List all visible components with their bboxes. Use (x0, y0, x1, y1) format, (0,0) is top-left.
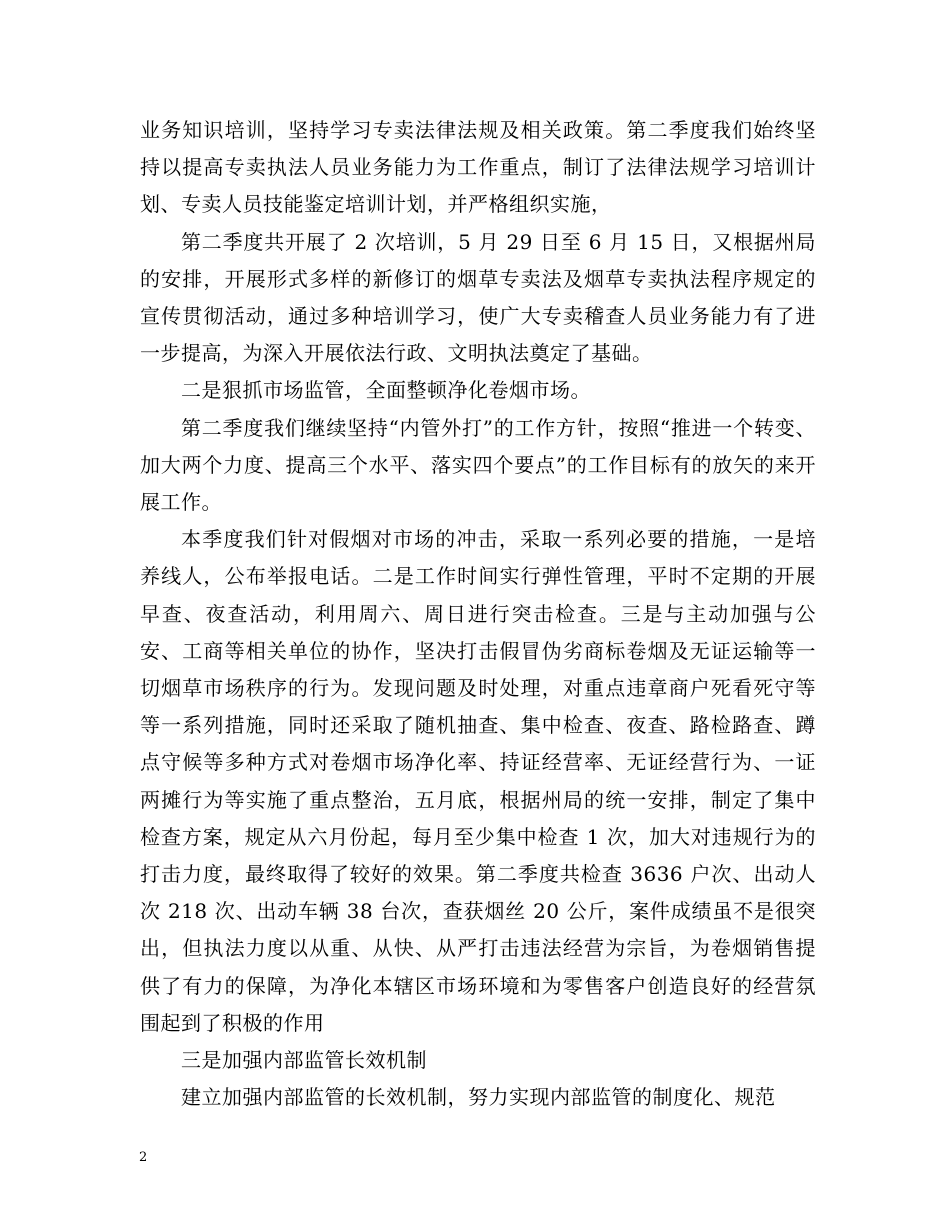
paragraph-market-measures: 本季度我们针对假烟对市场的冲击，采取一系列必要的措施，一是培养线人，公布举报电话。二是工作时间实行弹性管理，平时不定期的开展早查、夜查活动，利用周六、周日进行突击检查。三是与主动加强与公安、工商等相关单位的协作，坚决打击假冒伪劣商标卷烟及无证运输等一切烟草市场秩序的行为。发现问题及时处理，对重点违章商户死看死守等等一系列措施，同时还采取了随机抽查、集中检查、夜查、路检路查、蹲点守候等多种方式对卷烟市场净化率、持证经营率、无证经营行为、一证两摊行为等实施了重点整治，五月底，根据州局的统一安排，制定了集中检查方案，规定从六月份起，每月至少集中检查 1 次，加大对违规行为的打击力度，最终取得了较好的效果。第二季度共检查 3636 户次、出动人次 218 次、出动车辆 38 台次，查获烟丝 20 公斤，案件成绩虽不是很突出，但执法力度以从重、从快、从严打击违法经营为宗旨，为卷烟销售提供了有力的保障，为净化本辖区市场环境和为零售客户创造良好的经营氛围起到了积极的作用 (140, 527, 816, 1035)
paragraph-internal-detail: 建立加强内部监管的长效机制，努力实现内部监管的制度化、规范 (181, 1085, 776, 1110)
paragraph-market-policy: 第二季度我们继续坚持“内管外打”的工作方针，按照“推进一个转变、加大两个力度、提高三个水平、落实四个要点”的工作目标有的放矢的来开展工作。 (140, 415, 816, 515)
page-number: 2 (139, 1150, 148, 1165)
paragraph-training-intro: 业务知识培训，坚持学习专卖法律法规及相关政策。第二季度我们始终坚持以提高专卖执法人员业务能力为工作重点，制订了法律法规学习培训计划、专卖人员技能鉴定培训计划，并严格组织实施， (140, 118, 816, 217)
body-text (140, 112, 816, 1116)
paragraph-training-detail: 第二季度共开展了 2 次培训，5 月 29 日至 6 月 15 日，又根据州局的安排，开展形式多样的新修订的烟草专卖法及烟草专卖执法程序规定的宣传贯彻活动，通过多种培训学习，使广大专卖稽查人员业务能力有了进一步提高，为深入开展依法行政、文明执法奠定了基础。 (140, 229, 816, 366)
paragraph-internal-heading: 三是加强内部监管长效机制 (181, 1048, 427, 1073)
paragraph-market-heading: 二是狠抓市场监管，全面整顿净化卷烟市场。 (181, 378, 591, 403)
